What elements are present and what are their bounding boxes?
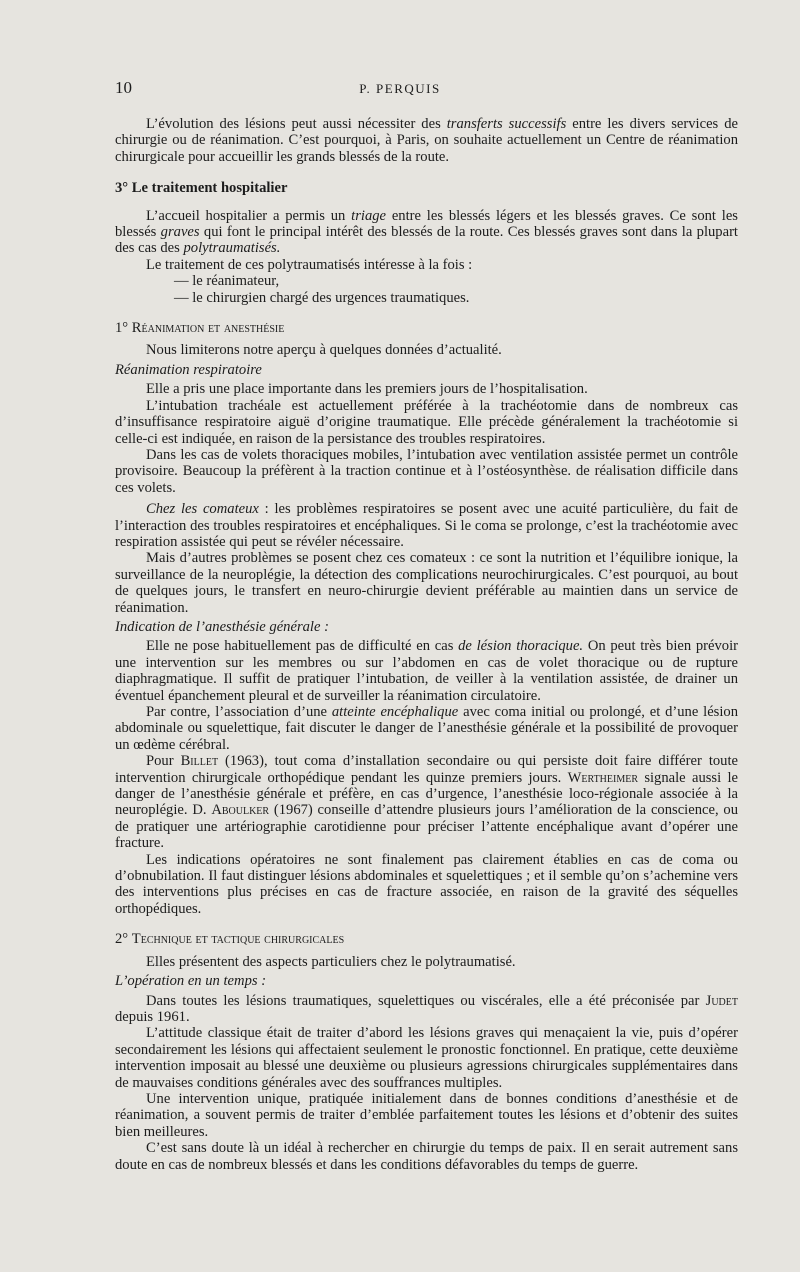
text-run: (1963), tout coma d’installation secondaire ou qui persiste doit faire différer toute intervention chirurgicale orthopédique pendant les quinze premiers jours. — [115, 753, 739, 786]
running-title: P. PERQUIS — [359, 81, 441, 96]
paragraph-atteinte-encephalique — [115, 704, 738, 753]
paragraph-intubation: L’intubation trachéale est actuellement préférée à la trachéotomie dans de nombreux cas d’insuffisance respiratoire aiguë d’origine traumatique. Elle précède généralement la trachéotomie si celle-ci est indiquée, en raison de la persistance des troubles respiratoires. — [115, 397, 738, 447]
italic-run: graves — [160, 224, 200, 241]
paragraph-transferts — [115, 116, 738, 165]
paragraph-comateux — [115, 501, 738, 550]
text-run: entre les divers services de chirurgie ou de réanimation. C’est pourquoi, à Paris, on souhaite actuellement un Centre de réanimation chirurgicale pour accueillir les grands blessés de la route. — [115, 116, 738, 165]
italic-run: Chez les comateux — [146, 501, 259, 518]
text-run: : les problèmes respiratoires se posent avec une acuité particulière, du fait de l’interaction des troubles respiratoires et encéphaliques. Si le coma se prolonge, c’est la trachéotomie avec respiration assistée qui peut se révéler nécessaire. — [115, 501, 738, 550]
list-item: — le chirurgien chargé des urgences traumatiques. — [174, 289, 470, 306]
author-name: Wertheimer — [567, 769, 639, 786]
section-heading-technique — [115, 931, 738, 947]
italic-run: transferts successifs — [446, 116, 567, 132]
italic-run: de lésion thoracique. — [458, 638, 584, 655]
text-run: entre les blessés légers et les blessés graves. Ce sont les blessés — [115, 207, 738, 241]
author-name: Aboulker — [211, 802, 270, 819]
subheading-reanimation-respiratoire: Réanimation respiratoire — [115, 361, 262, 378]
author-name: Billet — [180, 753, 219, 770]
text-run: Elle ne pose habituellement pas de difficulté en cas — [146, 638, 459, 655]
paragraph-indications: Les indications opératoires ne sont finalement pas clairement établies en cas de coma ou d’obnubilation. Il faut distinguer lésions abdominales et squelettiques ; et il semble qu’on s’achemine vers des interventions plus précises en cas de fracture associée, en raison de la gravité des séquelles orthopédiques. — [115, 851, 738, 917]
text-run: L’évolution des lésions peut aussi nécessiter des — [146, 116, 447, 132]
paragraph-billet — [115, 753, 738, 851]
section-heading-reanimation — [115, 320, 738, 336]
text-run: Pour — [146, 753, 181, 770]
section-title: Le traitement hospitalier — [131, 180, 288, 197]
paragraph-lesion-thoracique — [115, 638, 738, 704]
text-run: depuis 1961. — [115, 1008, 190, 1025]
paragraph-aspects: Elles présentent des aspects particuliers chez le polytraumatisé. — [146, 953, 516, 970]
text-run: qui font le principal intérêt des blessés de la route. Ces blessés graves sont dans la plupart des cas des — [115, 224, 738, 257]
subheading-operation-un-temps: L’opération en un temps : — [115, 973, 267, 990]
paragraph-ideal: C’est sans doute là un idéal à rechercher en chirurgie du temps de paix. Il en serait autrement sans doute en cas de nombreux blessés et dans les conditions défavorables du temps de guerre. — [115, 1140, 738, 1173]
author-name: Judet — [705, 992, 738, 1009]
text-run: signale aussi le danger de l’anesthésie générale et préfère, en cas d’urgence, l’anesthésie loco-régionale associée à la neuroplégie. D. — [115, 769, 738, 819]
paragraph-traitement: Le traitement de ces polytraumatisés intéresse à la fois : — [146, 256, 473, 273]
italic-run: polytraumatisés. — [183, 240, 281, 257]
paragraph-accueil — [115, 208, 738, 257]
section-number: 1° — [115, 320, 132, 337]
page-number: 10 — [115, 78, 132, 97]
paragraph-attitude-classique: L’attitude classique était de traiter d’abord les lésions graves qui menaçaient la vie, puis d’opérer secondairement les lésions qui affectaient seulement le pronostic fonctionnel. En pratique, cette deuxième intervention imposait au blessé une deuxième ou plusieurs agressions chirurgicales supplémentaires dans de mauvaises conditions générales avec des souffrances multiples. — [115, 1025, 738, 1091]
text-run: (1967) conseille d’attendre plusieurs jours l’amélioration de la conscience, ou de pratiquer une artériographie carotidienne pour préciser l’attente encéphalique avant d’opérer une fracture. — [115, 802, 738, 852]
paragraph-judet — [115, 993, 738, 1026]
paragraph-apercu: Nous limiterons notre aperçu à quelques données d’actualité. — [146, 342, 502, 359]
paragraph-problemes: Mais d’autres problèmes se posent chez ces comateux : ce sont la nutrition et l’équilibre ionique, la surveillance de la neuroplégie, la détection des complications neurochirurgicales. C’est pourquoi, au bout de quelques jours, le transfert en neuro-chirurgie devient préférable au maintien dans un service de réanimation. — [115, 550, 738, 616]
italic-run: triage — [351, 207, 387, 224]
section-number: 3° — [115, 180, 132, 197]
text-run: On peut très bien prévoir une intervention sur les membres ou sur l’abdomen en cas de volet thoracique ou de rupture diaphragmatique. Il suffit de pratiquer l’intubation, de veiller à la ventilation assistée, de drainer un éventuel épanchement pleural et de surveiller la réanimation circulatoire. — [115, 638, 739, 704]
text-run: L’accueil hospitalier a permis un — [146, 207, 352, 224]
paragraph-intervention-unique: Une intervention unique, pratiquée initialement dans de bonnes conditions d’anesthésie et de réanimation, a souvent permis de traiter d’emblée parfaitement toutes les lésions et d’obtenir des suites bien meilleures. — [115, 1090, 738, 1140]
section-title: Technique et tactique chirurgicales — [131, 931, 345, 948]
list-item: — le réanimateur, — [174, 273, 280, 290]
section-number: 2° — [115, 931, 132, 948]
text-run: avec coma initial ou prolongé, et d’une lésion abdominale ou squelettique, fait discuter le danger de l’anesthésie générale et la possibilité de provoquer un œdème cérébral. — [115, 704, 738, 753]
subheading-indication-anesthesie: Indication de l’anesthésie générale : — [115, 618, 329, 635]
section-heading-traitement-hospitalier — [115, 180, 738, 196]
page-header — [115, 78, 685, 100]
paragraph-hospitalisation: Elle a pris une place importante dans les premiers jours de l’hospitalisation. — [146, 381, 588, 398]
paragraph-volets: Dans les cas de volets thoraciques mobiles, l’intubation avec ventilation assistée permet un contrôle provisoire. Beaucoup la préfèrent à la traction continue et à l’ostéosynthèse. de réalisation difficile dans ces volets. — [115, 446, 738, 496]
page-body — [115, 116, 738, 1173]
text-run: Dans toutes les lésions traumatiques, squelettiques ou viscérales, elle a été préconisée par — [146, 992, 706, 1009]
text-run: Par contre, l’association d’une — [146, 704, 332, 720]
italic-run: atteinte encéphalique — [331, 704, 459, 720]
section-title: Réanimation et anesthésie — [131, 320, 285, 337]
